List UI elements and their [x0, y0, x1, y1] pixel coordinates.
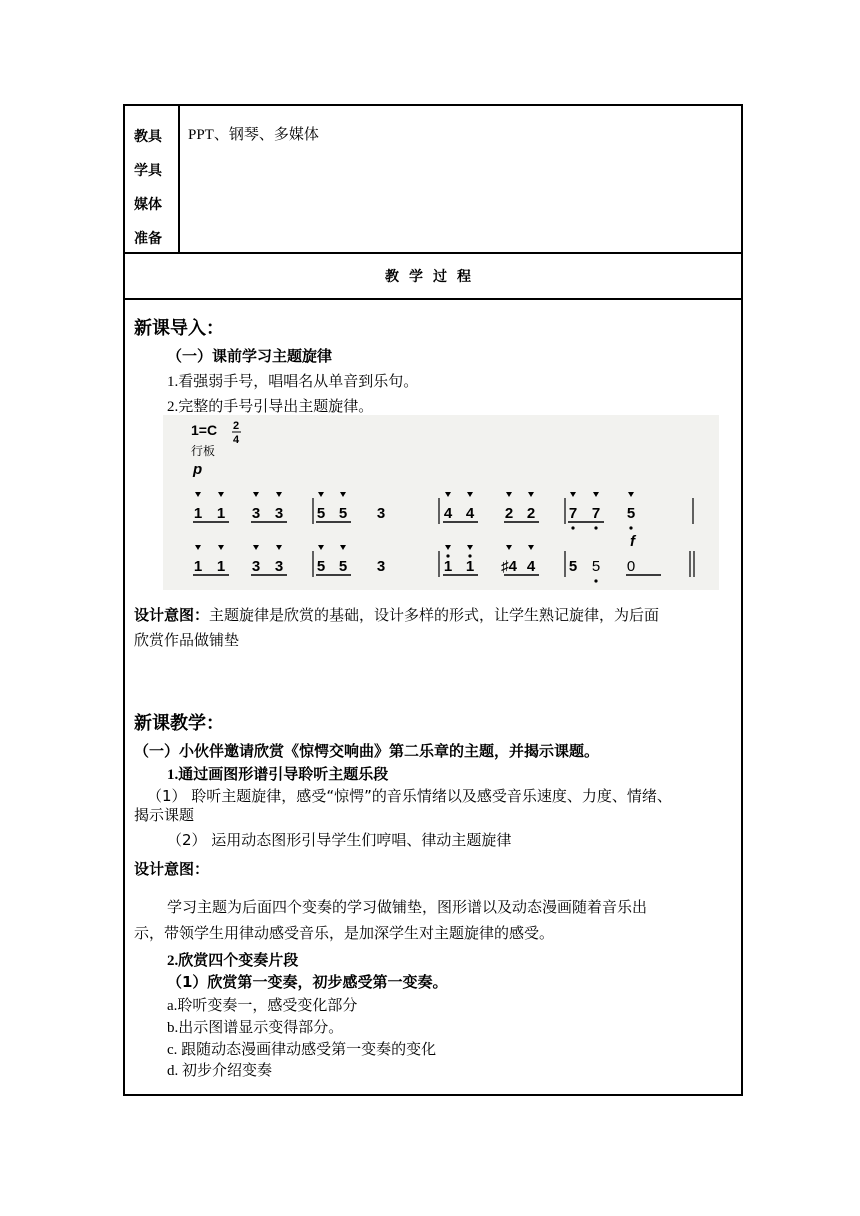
score-note: 3 [251, 505, 261, 522]
accent-mark [318, 545, 324, 550]
teach-heading: 新课教学： [134, 713, 224, 734]
equipment-label-cell [125, 106, 180, 252]
accent-mark [340, 492, 346, 497]
score-note: 5 [316, 558, 326, 575]
score-note: ♯4 [501, 558, 517, 575]
dynamic-f: f [630, 533, 635, 550]
score-note: 7 [591, 505, 601, 522]
accent-mark [218, 492, 224, 497]
score-note: 2 [504, 505, 514, 522]
time-top: 2 [233, 420, 240, 432]
equipment-value: PPT、钢琴、多媒体 [188, 127, 319, 143]
score-note: 3 [274, 558, 284, 575]
score-note: 4 [526, 558, 536, 575]
lesson-plan-table [123, 104, 743, 1096]
accent-mark [318, 492, 324, 497]
score-note: 3 [274, 505, 284, 522]
score-notes [193, 492, 694, 583]
step-d: d. 初步介绍变奏 [167, 1063, 273, 1079]
score-note: 4 [465, 505, 475, 522]
score-note: 1 [443, 558, 453, 575]
step-b: b.出示图谱显示变得部分。 [167, 1020, 344, 1036]
intro-heading: 新课导入： [134, 318, 224, 339]
score-note: 5 [338, 505, 348, 522]
accent-mark [445, 545, 451, 550]
accent-mark [467, 545, 473, 550]
intro-design-cont: 欣赏作品做铺垫 [134, 631, 240, 649]
section-1-point-2: （2） 运用动态图形引导学生们哼唱、律动主题旋律 [167, 831, 512, 849]
intro-item-2: 2.完整的手号引导出主题旋律。 [167, 399, 374, 415]
accent-mark [528, 492, 534, 497]
score-note: 2 [526, 505, 536, 522]
dynamic-p: p [193, 461, 203, 478]
score-note: 4 [443, 505, 453, 522]
score-tempo: 行板 [191, 444, 216, 458]
score-note: 1 [465, 558, 475, 575]
accent-mark [467, 492, 473, 497]
score-key: 1=C [191, 422, 218, 438]
equipment-row [125, 106, 741, 254]
score-note: 3 [376, 505, 386, 522]
teach-subheading: （一）小伙伴邀请欣赏《惊愕交响曲》第二乐章的主题，并揭示课题。 [134, 742, 600, 760]
section-1-point-1-cont: 揭示课题 [134, 806, 195, 824]
accent-mark [253, 492, 259, 497]
accent-mark [195, 545, 201, 550]
label-line: 媒体 [134, 197, 162, 213]
accent-mark [276, 545, 282, 550]
design-label: 设计意图： [134, 606, 210, 624]
score-note: 5 [626, 505, 636, 522]
section-2-sub: （1）欣赏第一变奏，初步感受第一变奏。 [167, 973, 448, 991]
design-text: 主题旋律是欣赏的基础，设计多样的形式，让学生熟记旋律，为后面 [209, 606, 660, 624]
teach-design-text-cont: 示，带领学生用律动感受音乐，是加深学生对主题旋律的感受。 [134, 924, 555, 942]
melody-score [163, 415, 719, 590]
score-note: 1 [193, 505, 203, 522]
accent-mark [528, 545, 534, 550]
section-1-title: 1.通过画图形谱引导聆听主题乐段 [167, 767, 389, 783]
score-note: 3 [376, 558, 386, 575]
score-note: 1 [193, 558, 203, 575]
intro-subheading: （一）课前学习主题旋律 [167, 347, 333, 365]
score-note: 5 [338, 558, 348, 575]
accent-mark [628, 492, 634, 497]
score-note: 1 [216, 558, 226, 575]
octave-dot [594, 526, 597, 529]
step-c: c. 跟随动态漫画律动感受第一变奏的变化 [167, 1042, 437, 1058]
score-note: 0 [626, 558, 636, 575]
intro-item-1: 1.看强弱手号，唱唱名从单音到乐句。 [167, 374, 419, 390]
section-2-title: 2.欣赏四个变奏片段 [167, 953, 299, 969]
score-note: 5 [316, 505, 326, 522]
accent-mark [276, 492, 282, 497]
score-note: 5 [591, 558, 601, 575]
teach-design-label: 设计意图： [134, 860, 210, 878]
time-bottom: 4 [233, 434, 240, 446]
accent-mark [340, 545, 346, 550]
octave-dot [594, 579, 597, 582]
accent-mark [218, 545, 224, 550]
octave-dot [629, 526, 632, 529]
accent-mark [506, 492, 512, 497]
accent-mark [253, 545, 259, 550]
step-a: a.聆听变奏一，感受变化部分 [167, 998, 358, 1014]
score-note: 7 [568, 505, 578, 522]
score-note: 1 [216, 505, 226, 522]
label-line: 准备 [134, 231, 162, 247]
octave-dot [468, 554, 471, 557]
section-1-point-1: （1） 聆听主题旋律，感受“惊愕”的音乐情绪以及感受音乐速度、力度、情绪、 [147, 787, 672, 805]
score-note: 3 [251, 558, 261, 575]
accent-mark [195, 492, 201, 497]
accent-mark [506, 545, 512, 550]
intro-design [134, 604, 659, 625]
process-title: 教学过程 [125, 254, 741, 300]
score-note: 5 [568, 558, 578, 575]
octave-dot [571, 526, 574, 529]
accent-mark [445, 492, 451, 497]
teach-design-text: 学习主题为后面四个变奏的学习做铺垫，图形谱以及动态漫画随着音乐出 [167, 898, 648, 916]
accent-mark [570, 492, 576, 497]
accent-mark [593, 492, 599, 497]
label-line: 学具 [134, 163, 162, 179]
label-line: 教具 [134, 129, 162, 145]
octave-dot [446, 554, 449, 557]
